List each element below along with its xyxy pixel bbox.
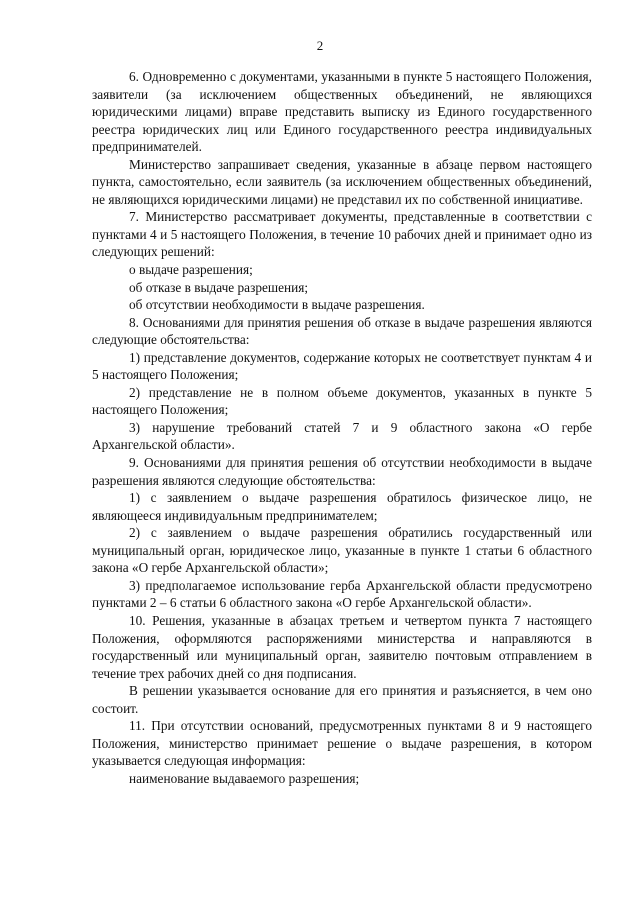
paragraph-8-item-2: 2) представление не в полном объеме документов, указанных в пункте 5 настоящего Положения; (92, 384, 592, 418)
paragraph-9: 9. Основаниями для принятия решения об отсутствии необходимости в выдаче разрешения являются следующие обстоятельства: (92, 455, 592, 488)
document-body (92, 68, 592, 787)
paragraph-11-item-name: наименование выдаваемого разрешения; (129, 770, 360, 786)
paragraph-ministry-request: Министерство запрашивает сведения, указанные в абзаце первом настоящего пункта, самостоятельно, если заявитель (за исключением общественных объединений, не являющихся юридическими лицами) не представил их по собственной инициативе. (92, 156, 592, 207)
page-number: 2 (316, 38, 324, 53)
paragraph-7: 7. Министерство рассматривает документы, представленные в соответствии с пунктами 4 и 5 настоящего Положения, в течение 10 рабочих дней и принимает одно из следующих решений: (92, 209, 592, 260)
paragraph-9-item-2: 2) с заявлением о выдаче разрешения обратились государственный или муниципальный орган, юридическое лицо, указанные в пункте 1 статьи 6 областного закона «О гербе Архангельской области»; (92, 525, 592, 576)
paragraph-10-basis: В решении указывается основание для его принятия и разъясняется, в чем оно состоит. (92, 683, 592, 716)
paragraph-10: 10. Решения, указанные в абзацах третьем и четвертом пункта 7 настоящего Положения, оформляются распоряжениями министерства и направляются в государственный или муниципальный орган, заявителю почтовым отправлением в течение трех рабочих дней со дня подписания. (92, 612, 592, 681)
paragraph-8-item-1: 1) представление документов, содержание которых не соответствует пунктам 4 и 5 настоящего Положения; (92, 349, 592, 383)
paragraph-9-item-3: 3) предполагаемое использование герба Архангельской области предусмотрено пунктами 2 – 6 статьи 6 областного закона «О гербе Архангельской области». (92, 577, 592, 611)
paragraph-8-item-3: 3) нарушение требований статей 7 и 9 областного закона «О гербе Архангельской области». (92, 419, 592, 453)
decision-issue: о выдаче разрешения; (129, 262, 253, 278)
paragraph-9-item-1: 1) с заявлением о выдаче разрешения обратилось физическое лицо, не являющееся индивидуальным предпринимателем; (92, 490, 592, 523)
decision-refusal: об отказе в выдаче разрешения; (129, 279, 309, 295)
paragraph-8: 8. Основаниями для принятия решения об отказе в выдаче разрешения являются следующие обстоятельства: (92, 314, 592, 348)
paragraph-11: 11. При отсутствии оснований, предусмотренных пунктами 8 и 9 настоящего Положения, министерство принимает решение о выдаче разрешения, в котором указывается следующая информация: (92, 718, 592, 769)
paragraph-6: 6. Одновременно с документами, указанными в пункте 5 настоящего Положения, заявители (за исключением общественных объединений, не являющихся юридическими лицами) вправе представить выписку из Единого государственного реестра юридических лиц или Единого государственного реестра индивидуальных предпринимателей. (92, 69, 592, 155)
decision-no-need: об отсутствии необходимости в выдаче разрешения. (129, 297, 425, 313)
